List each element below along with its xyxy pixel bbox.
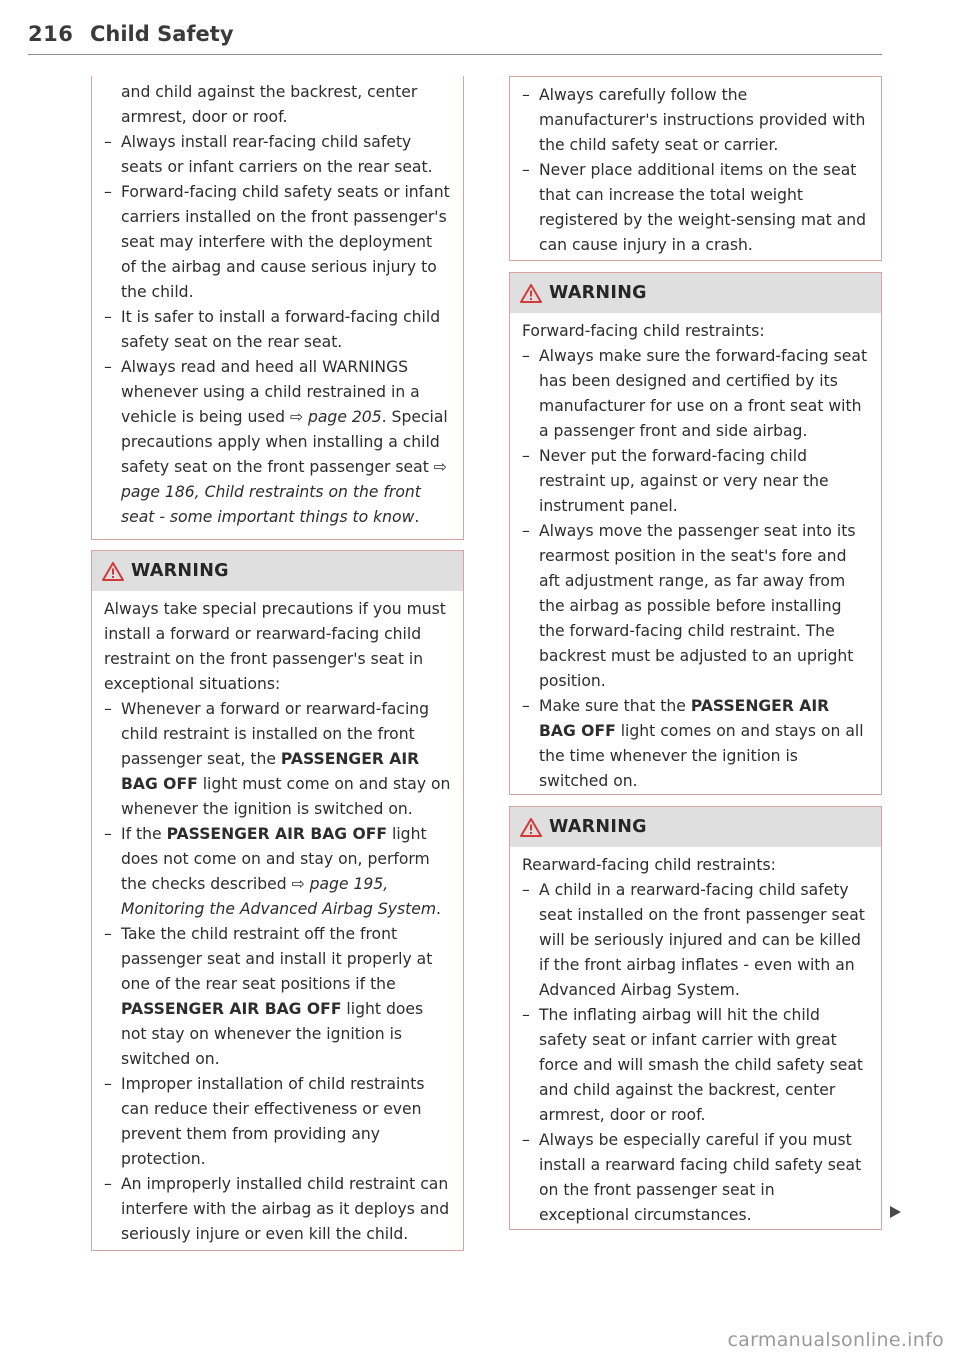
warning-title: WARNING bbox=[549, 283, 647, 303]
list-item bbox=[522, 519, 869, 694]
left-continued-box bbox=[91, 76, 464, 540]
text-run: Always move the passenger seat into its rearmost position in the seat's fore and aft adjustment range, as far away from the airbag as possible before installing the forward-facing child restraint. The backrest must be adjusted to an upright position. bbox=[539, 522, 856, 690]
text-run: light comes on and stays on all the time whenever the ignition is switched on. bbox=[539, 722, 864, 790]
list-dash: – bbox=[104, 133, 112, 151]
list-item bbox=[104, 180, 451, 305]
left-continued-body bbox=[92, 76, 463, 530]
warning-header bbox=[510, 807, 881, 847]
right-warning-box-rearward bbox=[509, 806, 882, 1230]
page-number: 216 bbox=[28, 22, 74, 46]
list-dash: – bbox=[104, 825, 112, 843]
text-run: It is safer to install a forward-facing child safety seat on the rear seat. bbox=[121, 308, 441, 351]
text-run: and child against the backrest, center armrest, door or roof. bbox=[121, 83, 418, 126]
page-reference-link[interactable]: ⇨ page 186, Child restraints on the front seat - some important things to know bbox=[121, 458, 447, 526]
list-item bbox=[522, 83, 869, 158]
paragraph bbox=[104, 80, 451, 130]
list-dash: – bbox=[104, 1075, 112, 1093]
warning-header bbox=[92, 551, 463, 591]
text-run: light does not come on and stay on, perform the checks described bbox=[121, 825, 430, 893]
continue-arrow-icon bbox=[890, 1206, 901, 1218]
list-dash: – bbox=[104, 925, 112, 943]
list-item bbox=[104, 697, 451, 822]
list-item bbox=[104, 305, 451, 355]
warning-header bbox=[510, 273, 881, 313]
list-dash: – bbox=[522, 347, 530, 365]
list-item bbox=[104, 1072, 451, 1172]
list-item bbox=[522, 1128, 869, 1228]
list-item bbox=[522, 694, 869, 794]
list-dash: – bbox=[522, 881, 530, 899]
list-item bbox=[104, 130, 451, 180]
list-item bbox=[104, 822, 451, 922]
list-dash: – bbox=[104, 358, 112, 376]
page-header bbox=[28, 22, 882, 55]
paragraph bbox=[522, 853, 869, 878]
list-dash: – bbox=[104, 1175, 112, 1193]
text-run: Never put the forward-facing child restraint up, against or very near the instrument panel. bbox=[539, 447, 829, 515]
list-dash: – bbox=[104, 700, 112, 718]
left-warning-box bbox=[91, 550, 464, 1251]
text-run: . bbox=[436, 900, 441, 918]
page-reference-link[interactable]: ⇨ page 205 bbox=[289, 408, 382, 426]
text-run: If the bbox=[121, 825, 167, 843]
list-dash: – bbox=[522, 522, 530, 540]
list-dash: – bbox=[522, 161, 530, 179]
text-run: Always take special precautions if you must install a forward or rearward-facing child restraint on the front passenger's seat in exceptional situations: bbox=[104, 600, 446, 693]
text-run: light does not stay on whenever the ignition is switched on. bbox=[121, 1000, 424, 1068]
text-run: Always make sure the forward-facing seat has been designed and certified by its manufacturer for use on a front seat with a passenger front and side airbag. bbox=[539, 347, 868, 440]
text-run: Forward-facing child restraints: bbox=[522, 322, 765, 340]
list-dash: – bbox=[522, 1131, 530, 1149]
text-run: Improper installation of child restraints can reduce their effectiveness or even prevent them from providing any protection. bbox=[121, 1075, 425, 1168]
page-reference-link[interactable]: ⇨ page 195, Monitoring the Advanced Airbag System bbox=[121, 875, 437, 918]
text-run: Always read and heed all WARNINGS whenever using a child restrained in a vehicle is being used bbox=[121, 358, 420, 426]
right-continued-body bbox=[510, 77, 881, 258]
list-dash: – bbox=[522, 697, 530, 715]
warning-body bbox=[510, 313, 881, 794]
list-dash: – bbox=[104, 308, 112, 326]
warning-triangle-icon bbox=[102, 562, 124, 581]
text-run: Take the child restraint off the front passenger seat and install it properly at one of the rear seat positions if the bbox=[121, 925, 433, 993]
list-dash: – bbox=[104, 183, 112, 201]
text-run: Always carefully follow the manufacturer's instructions provided with the child safety seat or carrier. bbox=[539, 86, 866, 154]
text-run: light must come on and stay on whenever the ignition is switched on. bbox=[121, 775, 451, 818]
list-dash: – bbox=[522, 1006, 530, 1024]
text-run: An improperly installed child restraint can interfere with the airbag as it deploys and seriously injure or even kill the child. bbox=[121, 1175, 450, 1243]
warning-title: WARNING bbox=[549, 817, 647, 837]
warning-body bbox=[92, 591, 463, 1247]
text-run: Forward-facing child safety seats or infant carriers installed on the front passenger's seat may interfere with the deployment of the airbag and cause serious injury to the child. bbox=[121, 183, 450, 301]
list-item bbox=[522, 444, 869, 519]
text-run: Always be especially careful if you must install a rearward facing child safety seat on the front passenger seat in exceptional circumstances. bbox=[539, 1131, 862, 1224]
paragraph bbox=[104, 597, 451, 697]
list-dash: – bbox=[522, 86, 530, 104]
section-title: Child Safety bbox=[90, 22, 234, 46]
list-item bbox=[104, 922, 451, 1072]
watermark: carmanualsonline.info bbox=[727, 1329, 944, 1351]
bold-term: PASSENGER AIR BAG OFF bbox=[166, 825, 388, 843]
list-item bbox=[522, 878, 869, 1003]
text-run: Rearward-facing child restraints: bbox=[522, 856, 776, 874]
text-run: . Special precautions apply when installing a child safety seat on the front passenger seat bbox=[121, 408, 448, 476]
list-dash: – bbox=[522, 447, 530, 465]
bold-term: PASSENGER AIR BAG OFF bbox=[121, 750, 420, 793]
list-item bbox=[104, 355, 451, 530]
warning-body bbox=[510, 847, 881, 1228]
list-item bbox=[522, 1003, 869, 1128]
list-item bbox=[104, 1172, 451, 1247]
warning-triangle-icon bbox=[520, 818, 542, 837]
text-run: Always install rear-facing child safety seats or infant carriers on the rear seat. bbox=[121, 133, 433, 176]
warning-triangle-icon bbox=[520, 284, 542, 303]
warning-title: WARNING bbox=[131, 561, 229, 581]
text-run: . bbox=[414, 508, 420, 526]
list-item bbox=[522, 344, 869, 444]
right-warning-box-forward bbox=[509, 272, 882, 795]
text-run: Make sure that the bbox=[539, 697, 691, 715]
text-run: A child in a rearward-facing child safety seat installed on the front passenger seat will be seriously injured and can be killed if the front airbag inflates - even with an Advanced Airbag System. bbox=[539, 881, 865, 999]
text-run: The inflating airbag will hit the child safety seat or infant carrier with great force and will smash the child safety seat and child against the backrest, center armrest, door or roof. bbox=[539, 1006, 864, 1124]
paragraph bbox=[522, 319, 869, 344]
right-continued-box bbox=[509, 76, 882, 261]
list-item bbox=[522, 158, 869, 258]
text-run: Never place additional items on the seat that can increase the total weight registered by the weight-sensing mat and can cause injury in a crash. bbox=[539, 161, 867, 254]
text-run: Whenever a forward or rearward-facing child restraint is installed on the front passenger seat, the bbox=[121, 700, 430, 768]
bold-term: PASSENGER AIR BAG OFF bbox=[121, 1000, 342, 1018]
bold-term: PASSENGER AIR BAG OFF bbox=[539, 697, 830, 740]
